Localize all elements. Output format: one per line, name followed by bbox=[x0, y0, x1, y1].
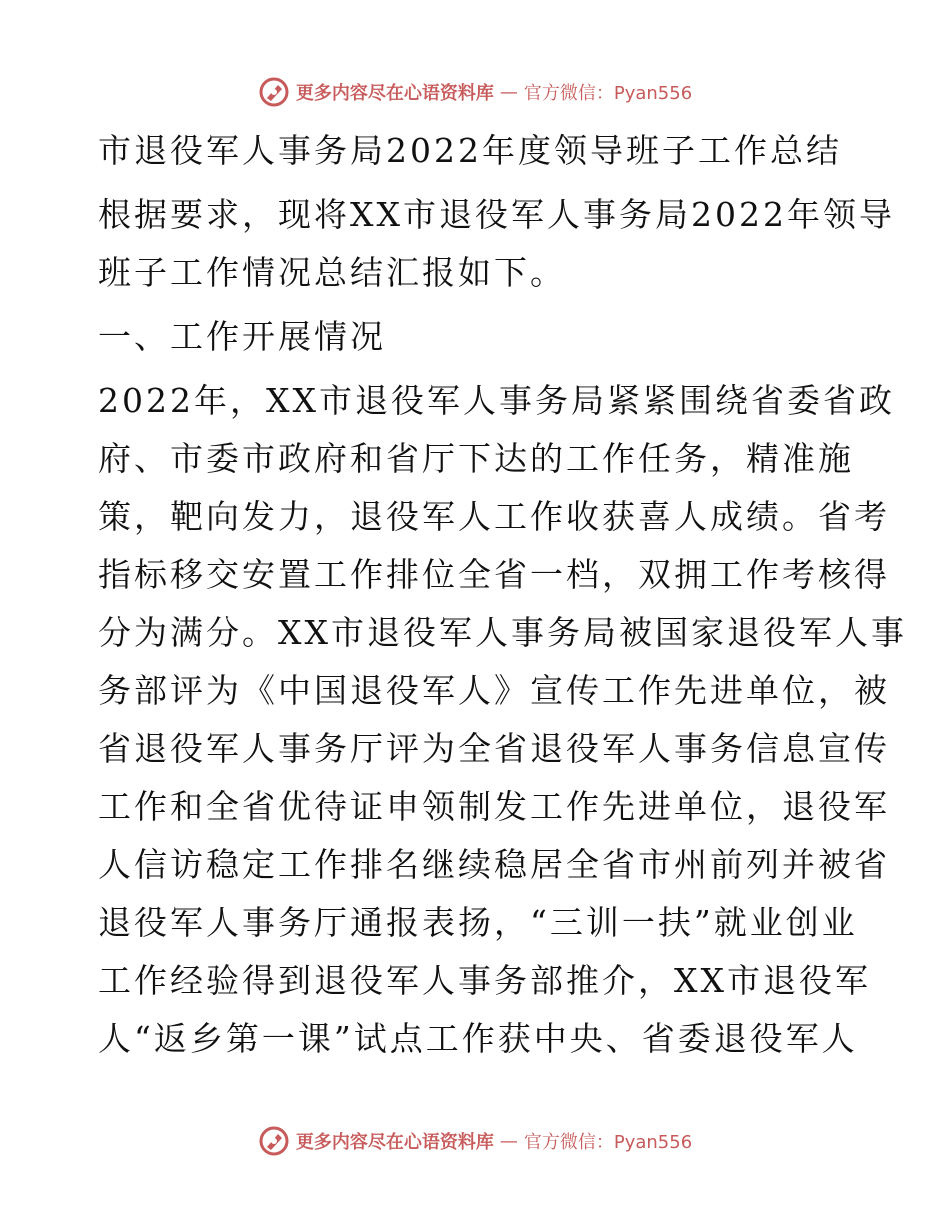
footer-watermark bbox=[0, 1121, 950, 1161]
body-line: 工作经验得到退役军人事务部推介，XX市退役军 bbox=[98, 961, 871, 1000]
body-line: 省退役军人事务厅评为全省退役军人事务信息宣传 bbox=[98, 729, 890, 768]
body-line: 府、市委市政府和省厅下达的工作任务，精准施 bbox=[98, 439, 854, 478]
watermark-wechat: 官方微信：Pyan556 bbox=[523, 83, 693, 104]
watermark-separator: — bbox=[499, 81, 518, 103]
body-line: 人“返乡第一课”试点工作获中央、省委退役军人 bbox=[98, 1019, 858, 1058]
body-line: 2022年，XX市退役军人事务局紧紧围绕省委省政 bbox=[98, 381, 895, 420]
document-body bbox=[98, 122, 907, 1068]
body-line: 工作和全省优待证申领制发工作先进单位，退役军 bbox=[98, 787, 890, 826]
brand-logo-icon bbox=[258, 76, 290, 108]
header-watermark bbox=[0, 72, 950, 112]
section-heading: 一、工作开展情况 bbox=[98, 317, 386, 356]
body-line: 人信访稳定工作排名继续稳居全省市州前列并被省 bbox=[98, 845, 890, 884]
watermark-wechat: 官方微信：Pyan556 bbox=[523, 1132, 693, 1153]
watermark-text: 更多内容尽在心语资料库 bbox=[295, 1132, 494, 1153]
brand-logo-icon bbox=[258, 1125, 290, 1157]
watermark-separator: — bbox=[499, 1130, 518, 1152]
body-line: 务部评为《中国退役军人》宣传工作先进单位，被 bbox=[98, 671, 890, 710]
body-line: 分为满分。XX市退役军人事务局被国家退役军人事 bbox=[98, 613, 907, 652]
body-line: 指标移交安置工作排位全省一档，双拥工作考核得 bbox=[98, 555, 890, 594]
body-line: 策，靶向发力，退役军人工作收获喜人成绩。省考 bbox=[98, 497, 890, 536]
document-title: 市退役军人事务局2022年度领导班子工作总结 bbox=[98, 131, 842, 170]
intro-line-2: 班子工作情况总结汇报如下。 bbox=[98, 253, 566, 292]
body-line: 退役军人事务厅通报表扬，“三训一扶”就业创业 bbox=[98, 903, 858, 942]
intro-line-1: 根据要求，现将XX市退役军人事务局2022年领导 bbox=[98, 195, 895, 234]
watermark-text: 更多内容尽在心语资料库 bbox=[295, 83, 494, 104]
